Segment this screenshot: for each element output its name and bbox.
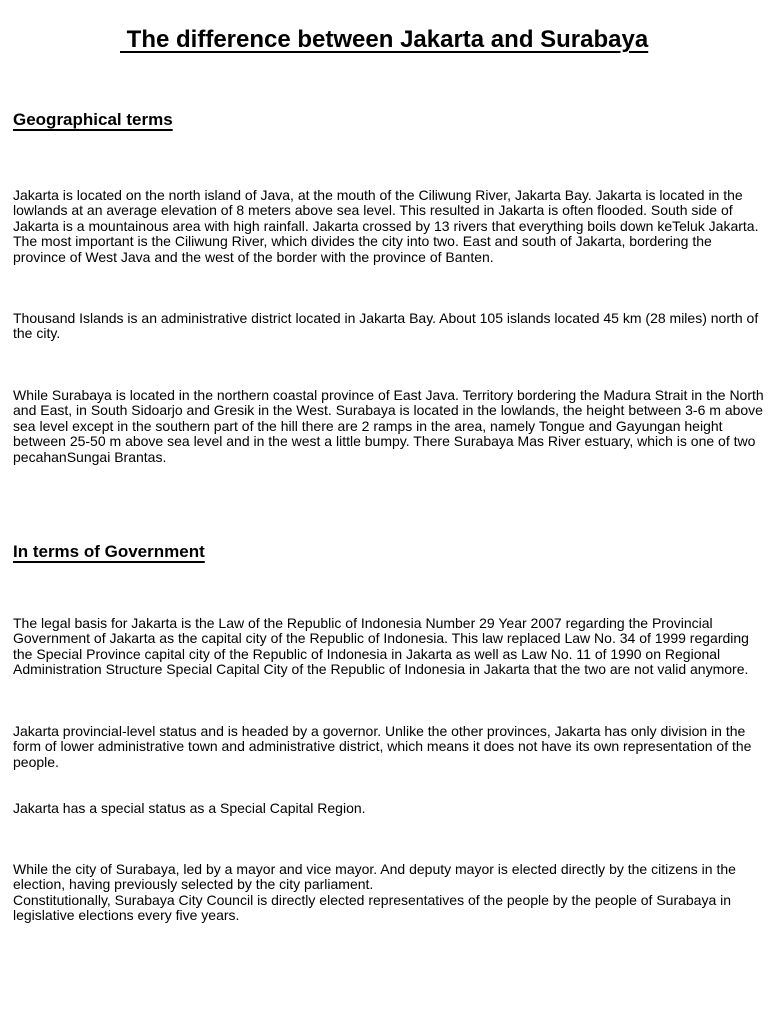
section-heading-geography: Geographical terms	[13, 110, 173, 129]
paragraph-surabaya-location: While Surabaya is located in the northern coastal province of East Java. Territory bordering the Madura Strait in the North and East, in South Sidoarjo and Gresik in the West. Surabaya is located in the lowlands, the height between 3-6 m above sea level except in the southern part of the hill there are 2 ramps in the area, namely Tongue and Gayungan height between 25-50 m above sea level and in the west a little bumpy. There Surabaya Mas River estuary, which is one of two pecahanSungai Brantas.	[13, 387, 764, 465]
paragraph-jakarta-location: Jakarta is located on the north island of Java, at the mouth of the Ciliwung River, Jakarta Bay. Jakarta is located in the lowlands at an average elevation of 8 meters above sea level. This resulted in Jakarta is often flooded. South side of Jakarta is a mountainous area with high rainfall. Jakarta crossed by 13 rivers that everything boils down keTeluk Jakarta. The most important is the Ciliwung River, which divides the city into two. East and south of Jakarta, bordering the province of West Java and the west of the border with the province of Banten.	[13, 187, 759, 265]
paragraph-thousand-islands: Thousand Islands is an administrative district located in Jakarta Bay. About 105 islands located 45 km (28 miles) north of the city.	[13, 310, 759, 342]
paragraph-surabaya-government	[13, 862, 765, 924]
section-heading-government: In terms of Government	[13, 542, 205, 561]
document-title: The difference between Jakarta and Surabaya	[120, 26, 649, 53]
paragraph-surabaya-council: Constitutionally, Surabaya City Council is directly elected representatives of the people by the people of Surabaya in legislative elections every five years.	[13, 891, 732, 924]
paragraph-jakarta-special-status: Jakarta has a special status as a Special Capital Region.	[13, 800, 366, 816]
paragraph-jakarta-status: Jakarta provincial-level status and is headed by a governor. Unlike the other provinces, Jakarta has only division in the form of lower administrative town and administrative district, which means it does not have its own representation of the people.	[13, 723, 752, 770]
paragraph-surabaya-mayor: While the city of Surabaya, led by a mayor and vice mayor. And deputy mayor is elected directly by the citizens in the election, having previously selected by the city parliament.	[13, 861, 736, 893]
paragraph-jakarta-legal-basis: The legal basis for Jakarta is the Law of the Republic of Indonesia Number 29 Year 2007 regarding the Provincial Government of Jakarta as the capital city of the Republic of Indonesia. This law replaced Law No. 34 of 1999 regarding the Special Province capital city of the Republic of Indonesia in Jakarta as well as Law No. 11 of 1990 on Regional Administration Structure Special Capital City of the Republic of Indonesia in Jakarta that the two are not valid anymore.	[13, 615, 749, 678]
